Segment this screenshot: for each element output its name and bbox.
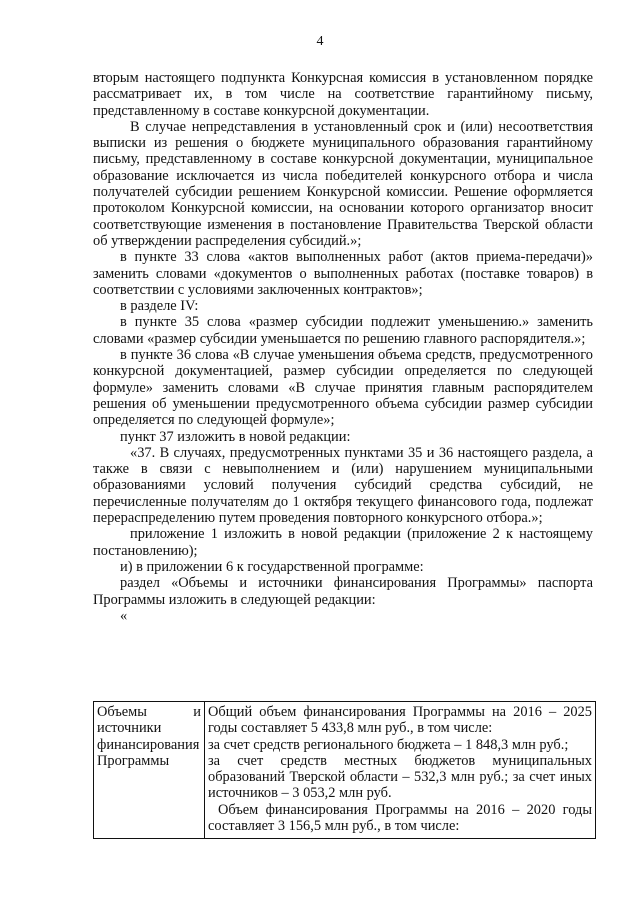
paragraph-point-35: в пункте 35 слова «размер субсидии подлежит уменьшению.» заменить словами «размер субсидии уменьшается по решению главного распорядителя.»; (93, 314, 593, 347)
financing-table (93, 701, 596, 839)
opening-quote-mark: « (120, 607, 128, 624)
paragraph-appendix-6: и) в приложении 6 к государственной программе: (120, 558, 424, 575)
table-value-cell (205, 702, 596, 839)
value-line-regional: за счет средств регионального бюджета – 1 848,3 млн руб.; (208, 736, 569, 753)
paragraph-point-36: в пункте 36 слова «В случае уменьшения объема средств, предусмотренного конкурсной документацией, размер субсидии определяется по следующей формуле» заменить словами «В случае принятия главным распорядителем решения об уменьшении предусмотренного объема субсидии размер субсидии определяется по следующей формуле»; (93, 347, 593, 429)
page-number: 4 (316, 34, 324, 49)
value-line-local: за счет средств местных бюджетов муниципальных образований Тверской области – 532,3 млн руб.; за счет иных источников – 3 053,2 млн руб. (208, 752, 592, 802)
paragraph-section-volumes: раздел «Объемы и источники финансирования Программы» паспорта Программы изложить в следующей редакции: (93, 575, 593, 608)
paragraph-continuation: вторым настоящего подпункта Конкурсная комиссия в установленном порядке рассматривает их, в том числе на соответствие гарантийному письму, представленному в составе конкурсной документации. (93, 70, 593, 119)
paragraph-point-33: в пункте 33 слова «актов выполненных работ (актов приема-передачи)» заменить словами «документов о выполненных работах (поставке товаров) в соответствии с условиями заключенных контрактов»; (93, 249, 593, 298)
paragraph-point-37-text: «37. В случаях, предусмотренных пунктами 35 и 36 настоящего раздела, а также в связи с невыполнением и (или) нарушением муниципальными образованиями условий получения субсидий средства субсидий, не перечисленные получателям до 1 октября текущего финансового года, подлежат перераспределению путем проведения повторного конкурсного отбора.»; (93, 444, 593, 527)
value-line-2016-2020: Объем финансирования Программы на 2016 – 2020 годы составляет 3 156,5 млн руб., в том числе: (208, 801, 592, 835)
label-rest: источники финансирования Программы (97, 720, 200, 769)
paragraph-nonsubmission: В случае непредставления в установленный срок и (или) несоответствия выписки из решения о бюджете муниципального образования гарантийному письму, представленному в составе конкурсной документации, муниципальное образование исключается из числа победителей конкурсного отбора и числа получателей субсидии решением Конкурсной комиссии. Решение оформляется протоколом Конкурсной комиссии, на основании которого организатор вносит соответствующие изменения в постановление Правительства Тверской области об утверждении распределения субсидий.»; (93, 118, 593, 249)
paragraph-section-iv: в разделе IV: (120, 298, 199, 315)
table-row (94, 702, 596, 839)
paragraph-appendix-1: приложение 1 изложить в новой редакции (приложение 2 к настоящему постановлению); (93, 526, 593, 559)
label-word-and: и (193, 704, 201, 720)
document-body (93, 70, 593, 624)
paragraph-point-37-intro: пункт 37 изложить в новой редакции: (120, 428, 351, 445)
label-first-line (97, 704, 201, 720)
value-line-total: Общий объем финансирования Программы на 2016 – 2025 годы составляет 5 433,8 млн руб., в том числе: (208, 704, 592, 737)
label-word-volumes: Объемы (97, 704, 147, 720)
table-label-cell (94, 702, 205, 839)
